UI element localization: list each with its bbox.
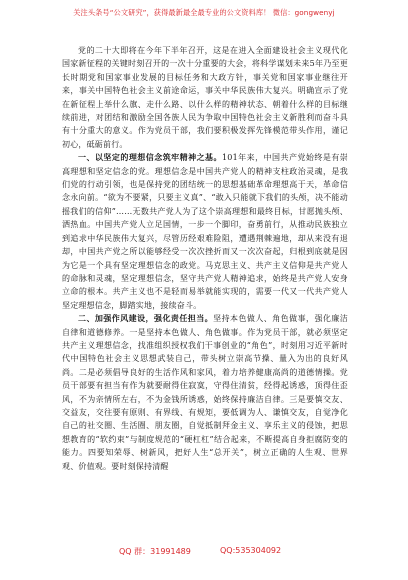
document-body xyxy=(62,44,348,538)
section-2-heading: 二、加强作风建设，强化责任担当。 xyxy=(78,314,214,324)
section-1-text: 101年来，中国共产党始终是有崇高理想和坚定信念的党。理想信念是中国共产党人的精神支柱政治灵魂，是我们党的行动引领，也是保持党的团结统一的思想基础革命理想高于天，革命信念永向前。“欲为不要紧，只要主义真”、“敢入只能就下我们的头颅，决不能动摇我们的信仰”……无数共产党人为了这个崇高理想和最终目标，甘愿抛头颅、洒热血。中国共产党人立足国情，一步一个脚印，奋勇前行，从推动民族独立到追求中华民族伟大复兴，尽管历经艰难险阻，遭遇荆棘遍地，却从来没有退却，中国共产党之所以能够经受一次次挫折而又一次次奋起，归根到底就是因为它是一个具有坚定理想信念的政党。马克思主义、共产主义信仰是共产党人的命脉和灵魂，坚定理想信念，坚守共产党人精神追求，始终是共产党人安身立命的根本。共产主义也不是轻而易举就能实现的，需要一代又一代共产党人坚定理想信念，脚踏实地，接续奋斗。 xyxy=(62,153,348,310)
header-banner xyxy=(0,8,408,28)
intro-paragraph: 党的二十大即将在今年下半年召开，这是在进入全面建设社会主义现代化国家新征程的关键时刻召开的一次十分重要的大会，将科学谋划未来5年乃至更长时期党和国家事业发展的目标任务和大政方针，事关党和国家事业继往开来，事关中国特色社会主义前途命运，事关中华民族伟大复兴。明确宣示了党在新征程上举什么旗、走什么路、以什么样的精神状态、朝着什么样的目标继续前进，对团结和激励全国各族人民为争取中国特色社会主义新胜利而奋斗具有十分重大的意义。作为党员干部，我们要积极发挥先锋模范带头作用，谨记初心，砥砺前行。 xyxy=(62,46,348,149)
page-footer xyxy=(0,546,408,562)
section-2-paragraph xyxy=(62,312,348,473)
header-banner-text: 关注头条号“公文研究”，获得最新最全最专业的公文资料库！ 微信：gongwenyj xyxy=(73,8,335,17)
footer-qq-number: QQ:535304092 xyxy=(220,546,282,555)
footer-qq-group: QQ 群：31991489 xyxy=(119,547,191,556)
section-1-heading: 一、以坚定的理想信念筑牢精神之基。 xyxy=(78,153,223,163)
section-2-text: 坚持本色做人、角色做事，强化廉洁自律和道德修养。一是坚持本色做人、角色做事。作为党员干部，就必须坚定共产主义理想信念，找准组织授权我们干事创业的“角色”，时刻用习近平新时代中国特色社会主义思想武装自己，带头树立崇高节操、量入为出的良好风尚。二是必须倡导良好的生活作风和家风，着力培养健康高尚的道德情操。党员干部要有担当有作为就要耐得住寂寞，守得住清贫，经得起诱惑，顶得住歪风，不为亲情所左右，不为金钱所诱惑，始终保持廉洁自律。三是要慎交友、交益友，交往要有原则、有界线、有规矩，要低调为人、谦慎交友，自觉净化自己的社交圈、生活圈、朋友圈，自觉抵制拜金主义、享乐主义的侵蚀，把思想教育的“软约束”与制度规范的“硬杠杠”结合起来，不断提高自身拒腐防变的能力。四要知荣辱、树新风，把好人生“总开关”，树立正确的人生观、世界观、价值观。要时刻保持清醒 xyxy=(62,314,348,471)
section-1-paragraph xyxy=(62,151,348,312)
